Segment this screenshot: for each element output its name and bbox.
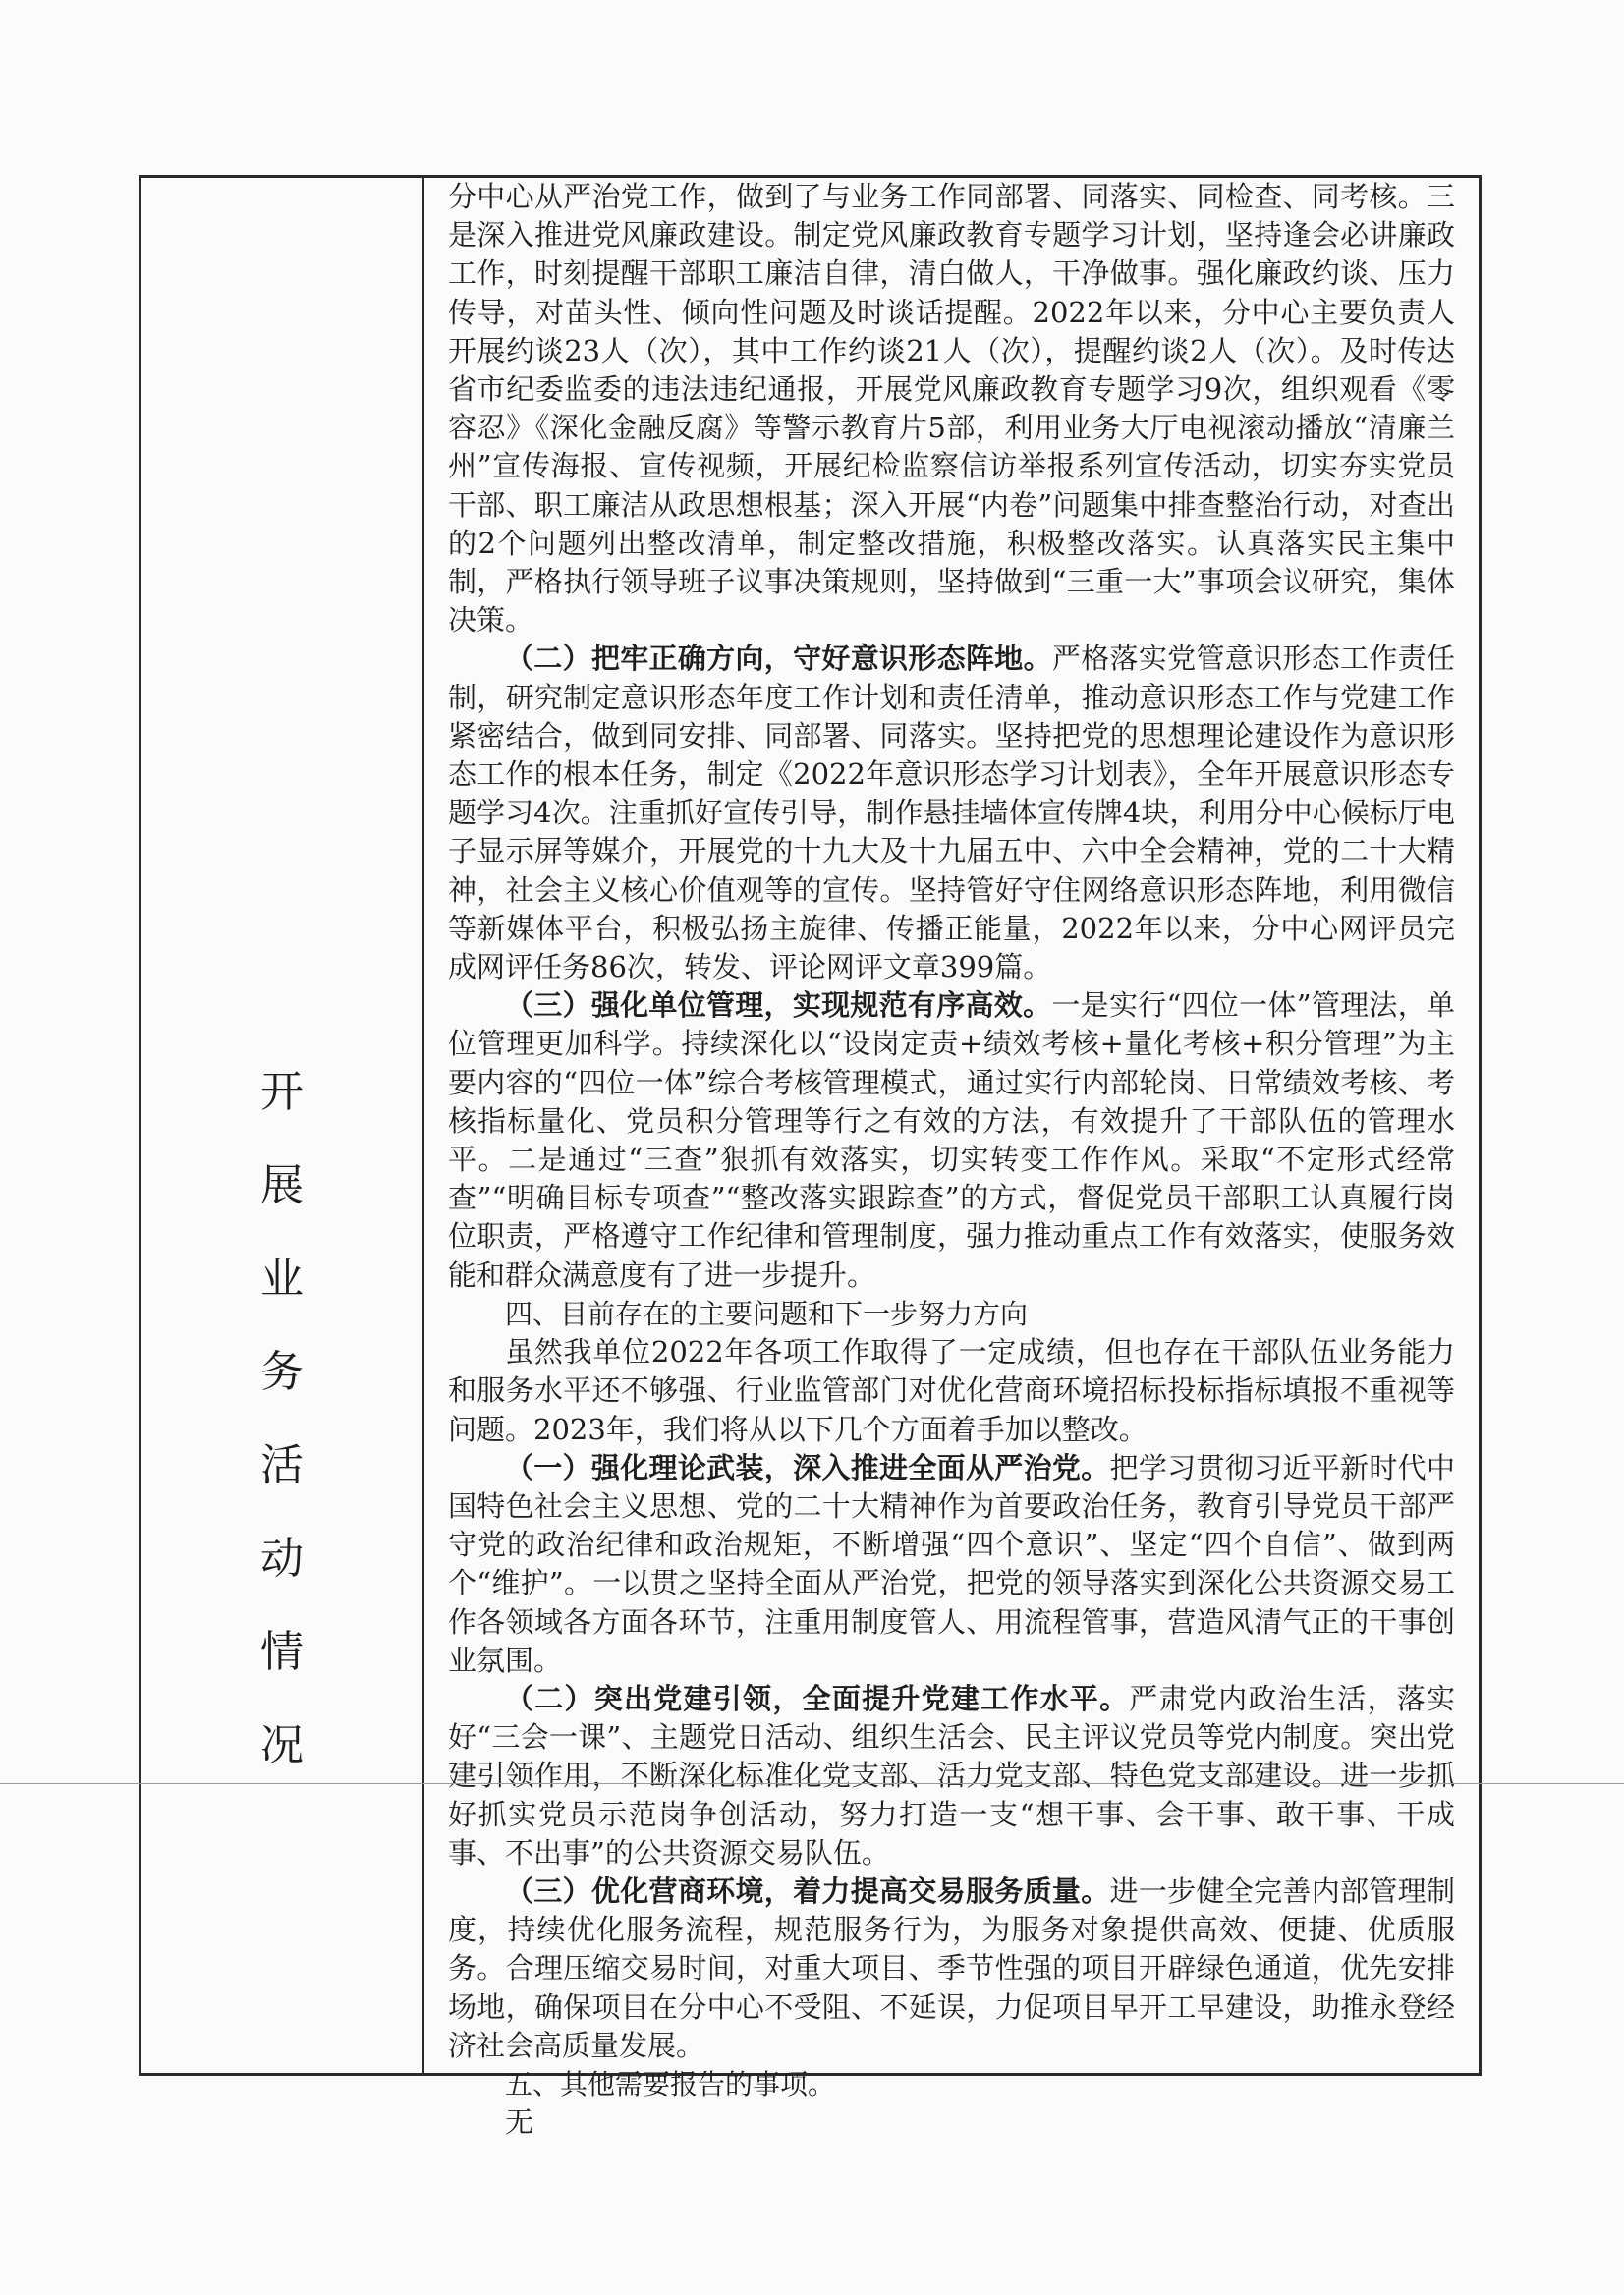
paragraph-text: 严格落实党管意识形态工作责任制，研究制定意识形态年度工作计划和责任清单，推动意识形态工作与党建工作紧密结合，做到同安排、同部署、同落实。坚持把党的思想理论建设作为意识形态工作的根本任务，制定《2022年意识形态学习计划表》，全年开展意识形态专题学习4次。注重抓好宣传引导，制作悬挂墙体宣传牌4块，利用分中心候标厅电子显示屏等媒介，开展党的十九大及十九届五中、六中全会精神，党的二十大精神，社会主义核心价值观等的宣传。坚持管好守住网络意识形态阵地，利用微信等新媒体平台，积极弘扬主旋律、传播正能量，2022年以来，分中心网评员完成网评任务86次，转发、评论网评文章399篇。 <box>448 642 1455 984</box>
paragraph <box>448 1449 1455 1680</box>
paragraph-text: 无 <box>505 2105 534 2140</box>
paragraph <box>448 1333 1455 1449</box>
label-char: 况 <box>260 1720 304 1770</box>
content-cell <box>448 178 1455 2142</box>
section-label-cell <box>141 178 422 2073</box>
paragraph-text: 分中心从严治党工作，做到了与业务工作同部署、同落实、同检查、同考核。三是深入推进党风廉政建设。制定党风廉政教育专题学习计划，坚持逢会必讲廉政工作，时刻提醒干部职工廉洁自律，清白做人，干净做事。强化廉政约谈、压力传导，对苗头性、倾向性问题及时谈话提醒。2022年以来，分中心主要负责人开展约谈23人（次），其中工作约谈21人（次），提醒约谈2人（次）。及时传达省市纪委监委的违法违纪通报，开展党风廉政教育专题学习9次，组织观看《零容忍》《深化金融反腐》等警示教育片5部，利用业务大厅电视滚动播放“清廉兰州”宣传海报、宣传视频，开展纪检监察信访举报系列宣传活动，切实夯实党员干部、职工廉洁从政思想根基；深入开展“内卷”问题集中排查整治行动，对查出的2个问题列出整改清单，制定整改措施，积极整改落实。认真落实民主集中制，严格执行领导班子议事决策规则，坚持做到“三重一大”事项会议研究，集体决策。 <box>448 180 1455 638</box>
paragraph-lead: （二）把牢正确方向，守好意识形态阵地。 <box>505 642 1052 676</box>
paragraph-lead: （二）突出党建引领，全面提升党建工作水平。 <box>505 1681 1130 1715</box>
section-heading: 四、目前存在的主要问题和下一步努力方向 <box>505 1297 1029 1330</box>
paragraph <box>448 2103 1455 2142</box>
label-char: 动 <box>260 1534 304 1584</box>
paragraph <box>448 1680 1455 1873</box>
scan-fold-line <box>0 1783 1624 1784</box>
label-char: 务 <box>260 1347 304 1397</box>
paragraph <box>448 1873 1455 2065</box>
section-heading: 五、其他需要报告的事项。 <box>505 2067 836 2100</box>
paragraph-text: 把学习贯彻习近平新时代中国特色社会主义思想、党的二十大精神作为首要政治任务，教育引导党员干部严守党的政治纪律和政治规矩，不断增强“四个意识”、坚定“四个自信”、做到两个“维护”。一以贯之坚持全面从严治党，把党的领导落实到深化公共资源交易工作各领域各方面各环节，注重用制度管人、用流程管事，营造风清气正的干事创业氛围。 <box>448 1450 1455 1677</box>
label-char: 展 <box>260 1160 304 1210</box>
column-divider <box>422 178 424 2073</box>
label-char: 业 <box>260 1254 304 1304</box>
paragraph-lead: （一）强化理论武装，深入推进全面从严治党。 <box>505 1450 1110 1484</box>
paragraph <box>448 640 1455 986</box>
label-char: 开 <box>260 1067 304 1117</box>
paragraph <box>448 986 1455 1295</box>
paragraph-text: 进一步健全完善内部管理制度，持续优化服务流程，规范服务行为，为服务对象提供高效、便捷、优质服务。合理压缩交易时间，对重大项目、季节性强的项目开辟绿色通道，优先安排场地，确保项目在分中心不受阻、不延误，力促项目早开工早建设，助推永登经济社会高质量发展。 <box>448 1874 1455 2062</box>
paragraph <box>448 178 1455 640</box>
section-label <box>141 1067 422 1814</box>
label-char: 情 <box>260 1627 304 1677</box>
paragraph-lead: （三）强化单位管理，实现规范有序高效。 <box>505 988 1052 1023</box>
report-table <box>139 175 1482 2140</box>
paragraph-text: 一是实行“四位一体”管理法，单位管理更加科学。持续深化以“设岗定责+绩效考核+量化考核+积分管理”为主要内容的“四位一体”综合考核管理模式，通过实行内部轮岗、日常绩效考核、考核指标量化、党员积分管理等行之有效的方法，有效提升了干部队伍的管理水平。二是通过“三查”狠抓有效落实，切实转变工作作风。采取“不定形式经常查”“明确目标专项查”“整改落实跟踪查”的方式，督促党员干部职工认真履行岗位职责，严格遵守工作纪律和管理制度，强力推动重点工作有效落实，使服务效能和群众满意度有了进一步提升。 <box>448 988 1455 1292</box>
label-char: 活 <box>260 1440 304 1490</box>
paragraph-text: 严肃党内政治生活，落实好“三会一课”、主题党日活动、组织生活会、民主评议党员等党内制度。突出党建引领作用，不断深化标准化党支部、活力党支部、特色党支部建设。进一步抓好抓实党员示范岗争创活动，努力打造一支“想干事、会干事、敢干事、干成事、不出事”的公共资源交易队伍。 <box>448 1681 1455 1870</box>
paragraph-lead: （三）优化营商环境，着力提高交易服务质量。 <box>505 1874 1110 1908</box>
paragraph-text: 虽然我单位2022年各项工作取得了一定成绩，但也存在干部队伍业务能力和服务水平还不够强、行业监管部门对优化营商环境招标投标指标填报不重视等问题。2023年，我们将从以下几个方面着手加以整改。 <box>448 1335 1455 1446</box>
